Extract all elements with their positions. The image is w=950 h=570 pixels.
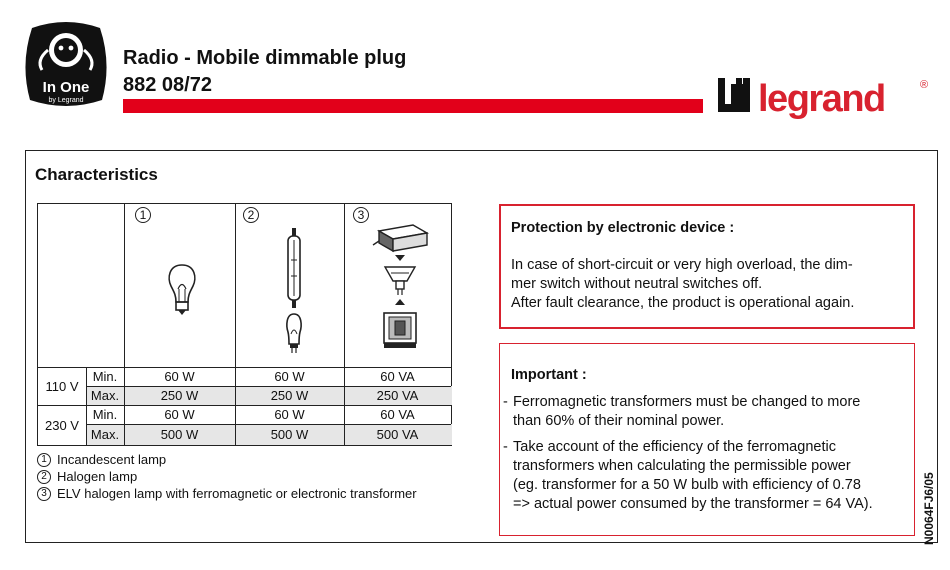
column-number-2: 2 (243, 207, 259, 223)
badge-line2: by Legrand (48, 97, 84, 104)
table-cell: 60 W (274, 407, 305, 422)
table-cell: 60 VA (380, 369, 415, 384)
table-cell: 60 W (164, 407, 195, 422)
legend-text: ELV halogen lamp with ferromagnetic or electronic transformer (57, 486, 417, 501)
important-item: - Take account of the efficiency of the ferromagnetic transformers when calculating the permissible power (eg. transformer for a 50 W bulb with efficiency of 0.78 => actual power consumed by the transformer = 64 VA). (503, 438, 908, 514)
brand-registered: ® (920, 79, 929, 91)
brand-name: legrand (758, 78, 885, 120)
legend-text: Halogen lamp (57, 469, 138, 484)
column-number-3: 3 (353, 207, 369, 223)
legend-number: 1 (37, 453, 51, 467)
table-cell: 250 W (160, 388, 199, 403)
table-cell: 500 W (270, 427, 309, 442)
incandescent-lamp-icon (165, 262, 199, 318)
important-item: - Ferromagnetic transformers must be changed to more than 60% of their nominal power. (503, 393, 908, 431)
level-min: Min. (92, 407, 118, 422)
important-line: Ferromagnetic transformers must be changed to more (513, 394, 861, 410)
table-cell: 250 W (270, 388, 309, 403)
document-reference: N0064FJ6/05 (922, 472, 936, 545)
table-cell: 60 VA (380, 407, 415, 422)
legend-item (37, 469, 137, 484)
in-one-logo (22, 20, 110, 108)
protection-line: In case of short-circuit or very high overload, the dim- (511, 257, 853, 273)
legend-text: Incandescent lamp (57, 452, 167, 467)
protection-line: After fault clearance, the product is operational again. (511, 295, 855, 311)
level-min: Min. (92, 369, 118, 384)
important-line: (eg. transformer for a 50 W bulb with efficiency of 0.78 (513, 477, 861, 493)
product-title: Radio - Mobile dimmable plug (123, 47, 407, 69)
spec-table (37, 203, 452, 446)
important-title: Important : (511, 367, 587, 383)
protection-line: mer switch without neutral switches off. (511, 276, 763, 292)
table-cell: 60 W (274, 369, 305, 384)
column-number-1: 1 (135, 207, 151, 223)
characteristics-heading: Characteristics (35, 165, 158, 184)
elv-transformer-lamp-icon (371, 221, 431, 361)
legend-number: 2 (37, 470, 51, 484)
important-line: than 60% of their nominal power. (513, 413, 725, 429)
legend-item (37, 452, 166, 467)
table-cell: 500 VA (376, 427, 419, 442)
important-line: Take account of the efficiency of the ferromagnetic (513, 439, 836, 455)
halogen-lamp-icon (277, 226, 311, 354)
protection-title: Protection by electronic device : (511, 220, 735, 236)
table-cell: 250 VA (376, 388, 419, 403)
voltage-230: 230 V (45, 417, 79, 433)
important-line: => actual power consumed by the transformer = 64 VA). (513, 496, 873, 512)
voltage-110: 110 V (45, 378, 79, 394)
level-max: Max. (90, 388, 120, 403)
legend-number: 3 (37, 487, 51, 501)
badge-line1: In One (42, 79, 90, 96)
table-cell: 500 W (160, 427, 199, 442)
product-reference: 882 08/72 (123, 74, 212, 96)
important-line: transformers when calculating the permissible power (513, 458, 851, 474)
legend-item (37, 486, 417, 501)
legrand-logo (716, 70, 936, 130)
level-max: Max. (90, 427, 120, 442)
header-red-bar (123, 99, 703, 113)
table-cell: 60 W (164, 369, 195, 384)
protection-text (511, 256, 907, 313)
